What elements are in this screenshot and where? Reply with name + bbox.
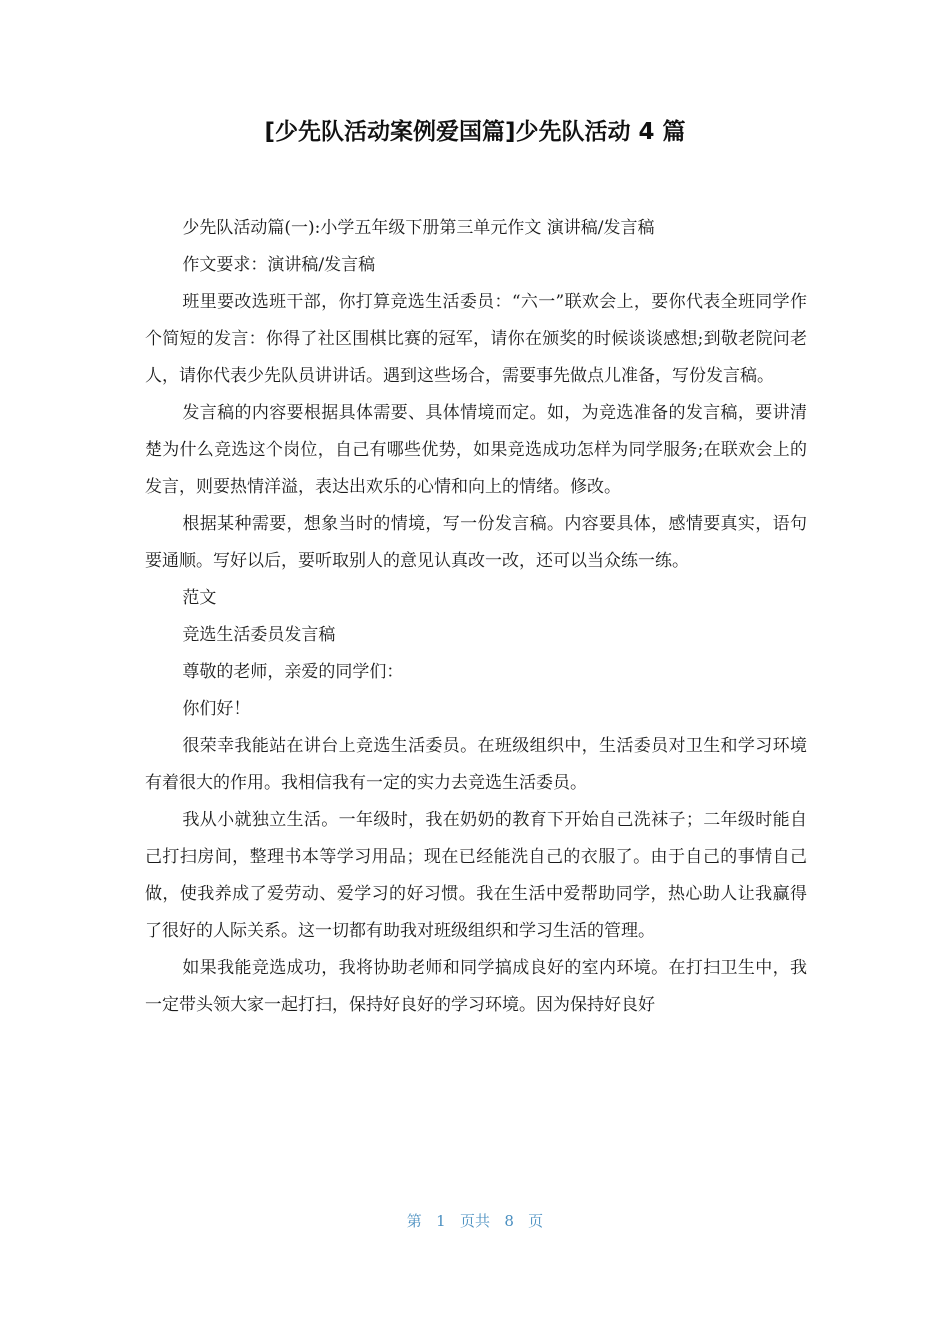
- footer-total-pages: 8: [504, 1212, 514, 1230]
- footer-middle: 页共: [459, 1212, 490, 1230]
- document-body: [145, 210, 807, 1024]
- footer-page-number: 1: [436, 1212, 446, 1230]
- paragraph: 少先队活动篇(一):小学五年级下册第三单元作文 演讲稿/发言稿: [182, 218, 655, 238]
- paragraph: 班里要改选班干部，你打算竞选生活委员：“六一”联欢会上，要你代表全班同学作个简短的发言：你得了社区围棋比赛的冠军，请你在颁奖的时候谈谈感想;到敬老院问老人，请你代表少先队员讲讲话。遇到这些场合，需要事先做点儿准备，写份发言稿。: [145, 292, 807, 386]
- paragraph: 竞选生活委员发言稿: [182, 625, 336, 645]
- paragraph: 发言稿的内容要根据具体需要、具体情境而定。如，为竞选准备的发言稿，要讲清楚为什么竞选这个岗位，自己有哪些优势，如果竞选成功怎样为同学服务;在联欢会上的发言，则要热情洋溢，表达出欢乐的心情和向上的情绪。修改。: [145, 403, 807, 497]
- paragraph: 范文: [182, 588, 217, 608]
- paragraph: 如果我能竞选成功，我将协助老师和同学搞成良好的室内环境。在打扫卫生中，我一定带头领大家一起打扫，保持好良好的学习环境。因为保持好良好: [145, 958, 807, 1015]
- footer-suffix: 页: [528, 1212, 544, 1230]
- page-footer: [0, 1210, 950, 1231]
- paragraph: 你们好！: [182, 699, 251, 719]
- paragraph: 我从小就独立生活。一年级时，我在奶奶的教育下开始自己洗袜子；二年级时能自己打扫房间，整理书本等学习用品；现在已经能洗自己的衣服了。由于自己的事情自己做，使我养成了爱劳动、爱学习的好习惯。我在生活中爱帮助同学，热心助人让我赢得了很好的人际关系。这一切都有助我对班级组织和学习生活的管理。: [145, 810, 807, 941]
- document-title: [少先队活动案例爱国篇]少先队活动 4 篇: [264, 119, 686, 145]
- footer-prefix: 第: [406, 1212, 422, 1230]
- paragraph: 很荣幸我能站在讲台上竞选生活委员。在班级组织中，生活委员对卫生和学习环境有着很大的作用。我相信我有一定的实力去竞选生活委员。: [145, 736, 807, 793]
- paragraph: 尊敬的老师，亲爱的同学们：: [182, 662, 404, 682]
- paragraph: 作文要求：演讲稿/发言稿: [182, 255, 376, 275]
- paragraph: 根据某种需要，想象当时的情境，写一份发言稿。内容要具体，感情要真实，语句要通顺。写好以后，要听取别人的意见认真改一改，还可以当众练一练。: [145, 514, 807, 571]
